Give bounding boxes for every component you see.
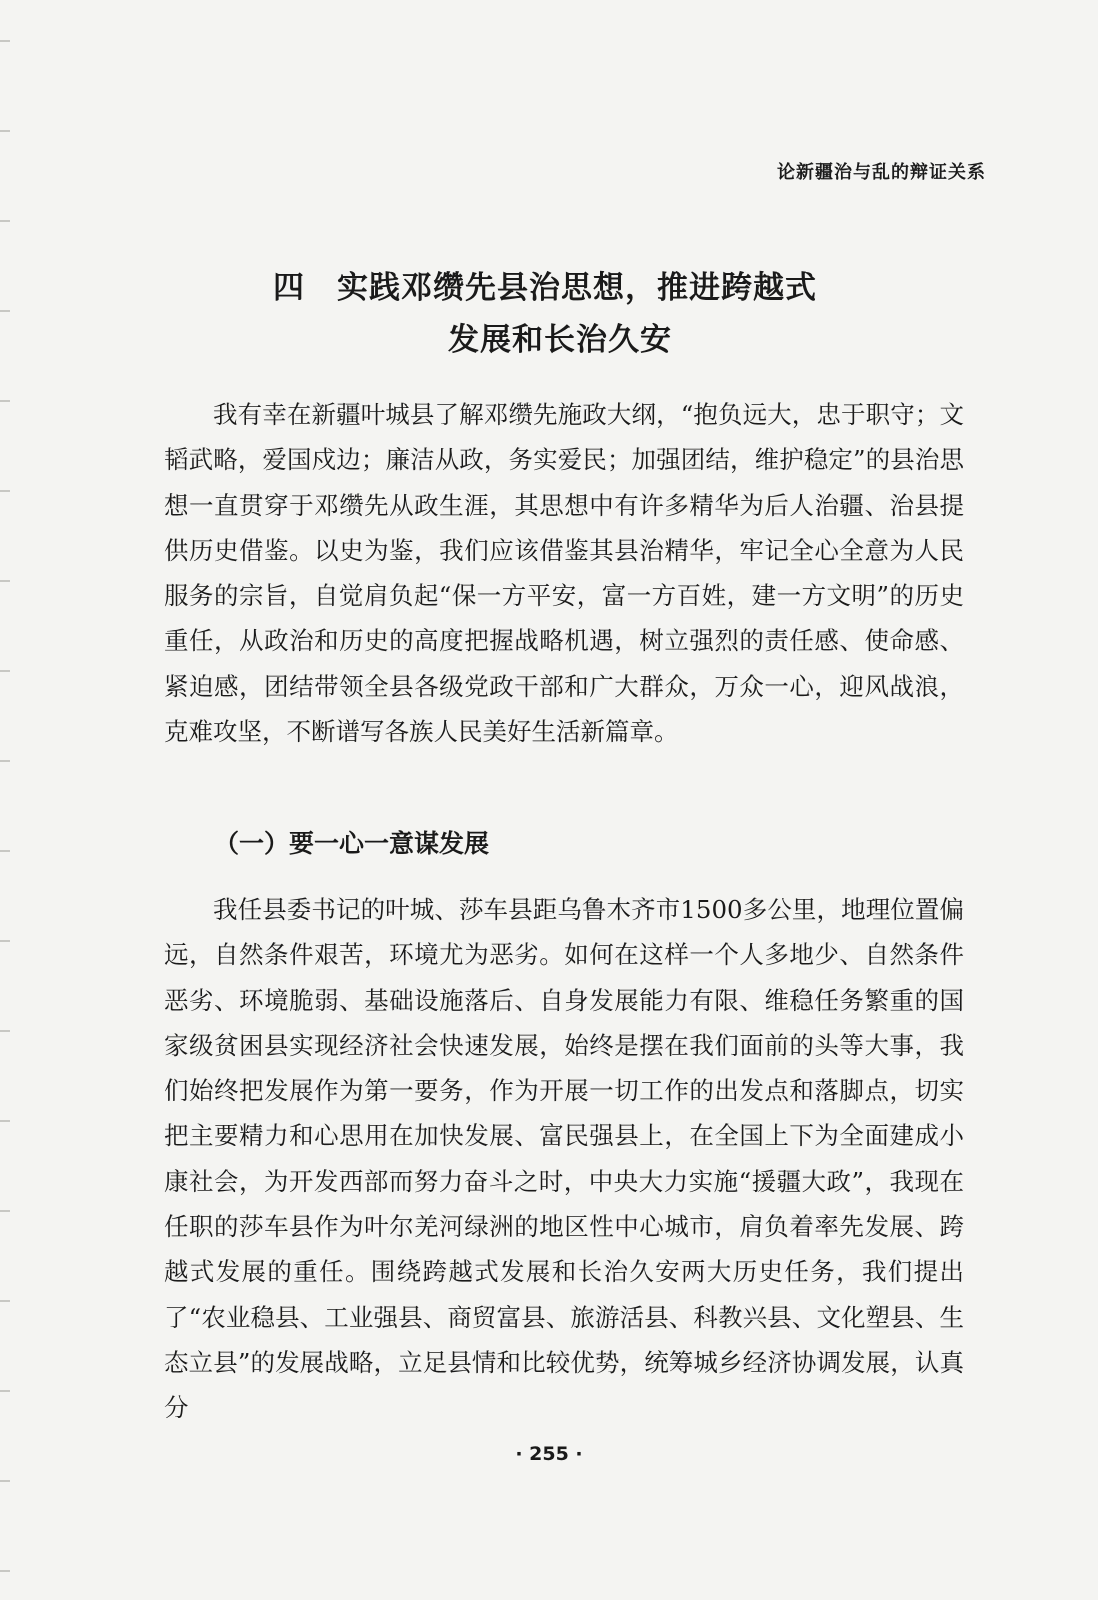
section-title-text-1: 实践邓缵先县治思想，推进跨越式 bbox=[337, 270, 817, 306]
section-number: 四 bbox=[273, 270, 305, 306]
running-header: 论新疆治与乱的辩证关系 bbox=[777, 162, 986, 183]
subsection-heading: （一）要一心一意谋发展 bbox=[214, 829, 490, 858]
page-number: · 255 · bbox=[515, 1443, 583, 1465]
section-title-line-2: 发展和长治久安 bbox=[448, 322, 672, 358]
scan-binding-edge bbox=[0, 0, 10, 1600]
section-title bbox=[180, 262, 940, 366]
section-title-line-1 bbox=[180, 262, 940, 314]
body-paragraph-1: 我有幸在新疆叶城县了解邓缵先施政大纲，“抱负远大，忠于职守；文韬武略，爱国戍边；廉洁从政，务实爱民；加强团结，维护稳定”的县治思想一直贯穿于邓缵先从政生涯，其思想中有许多精华为后人治疆、治县提供历史借鉴。以史为鉴，我们应该借鉴其县治精华，牢记全心全意为人民服务的宗旨，自觉肩负起“保一方平安，富一方百姓，建一方文明”的历史重任，从政治和历史的高度把握战略机遇，树立强烈的责任感、使命感、紧迫感，团结带领全县各级党政干部和广大群众，万众一心，迎风战浪，克难攻坚，不断谱写各族人民美好生活新篇章。 bbox=[164, 400, 964, 747]
body-paragraph-2: 我任县委书记的叶城、莎车县距乌鲁木齐市1500多公里，地理位置偏远，自然条件艰苦，环境尤为恶劣。如何在这样一个人多地少、自然条件恶劣、环境脆弱、基础设施落后、自身发展能力有限、维稳任务繁重的国家级贫困县实现经济社会快速发展，始终是摆在我们面前的头等大事，我们始终把发展作为第一要务，作为开展一切工作的出发点和落脚点，切实把主要精力和心思用在加快发展、富民强县上，在全国上下为全面建成小康社会，为开发西部而努力奋斗之时，中央大力实施“援疆大政”，我现在任职的莎车县作为叶尔羌河绿洲的地区性中心城市，肩负着率先发展、跨越式发展的重任。围绕跨越式发展和长治久安两大历史任务，我们提出了“农业稳县、工业强县、商贸富县、旅游活县、科教兴县、文化塑县、生态立县”的发展战略，立足县情和比较优势，统筹城乡经济协调发展，认真分 bbox=[164, 895, 964, 1423]
